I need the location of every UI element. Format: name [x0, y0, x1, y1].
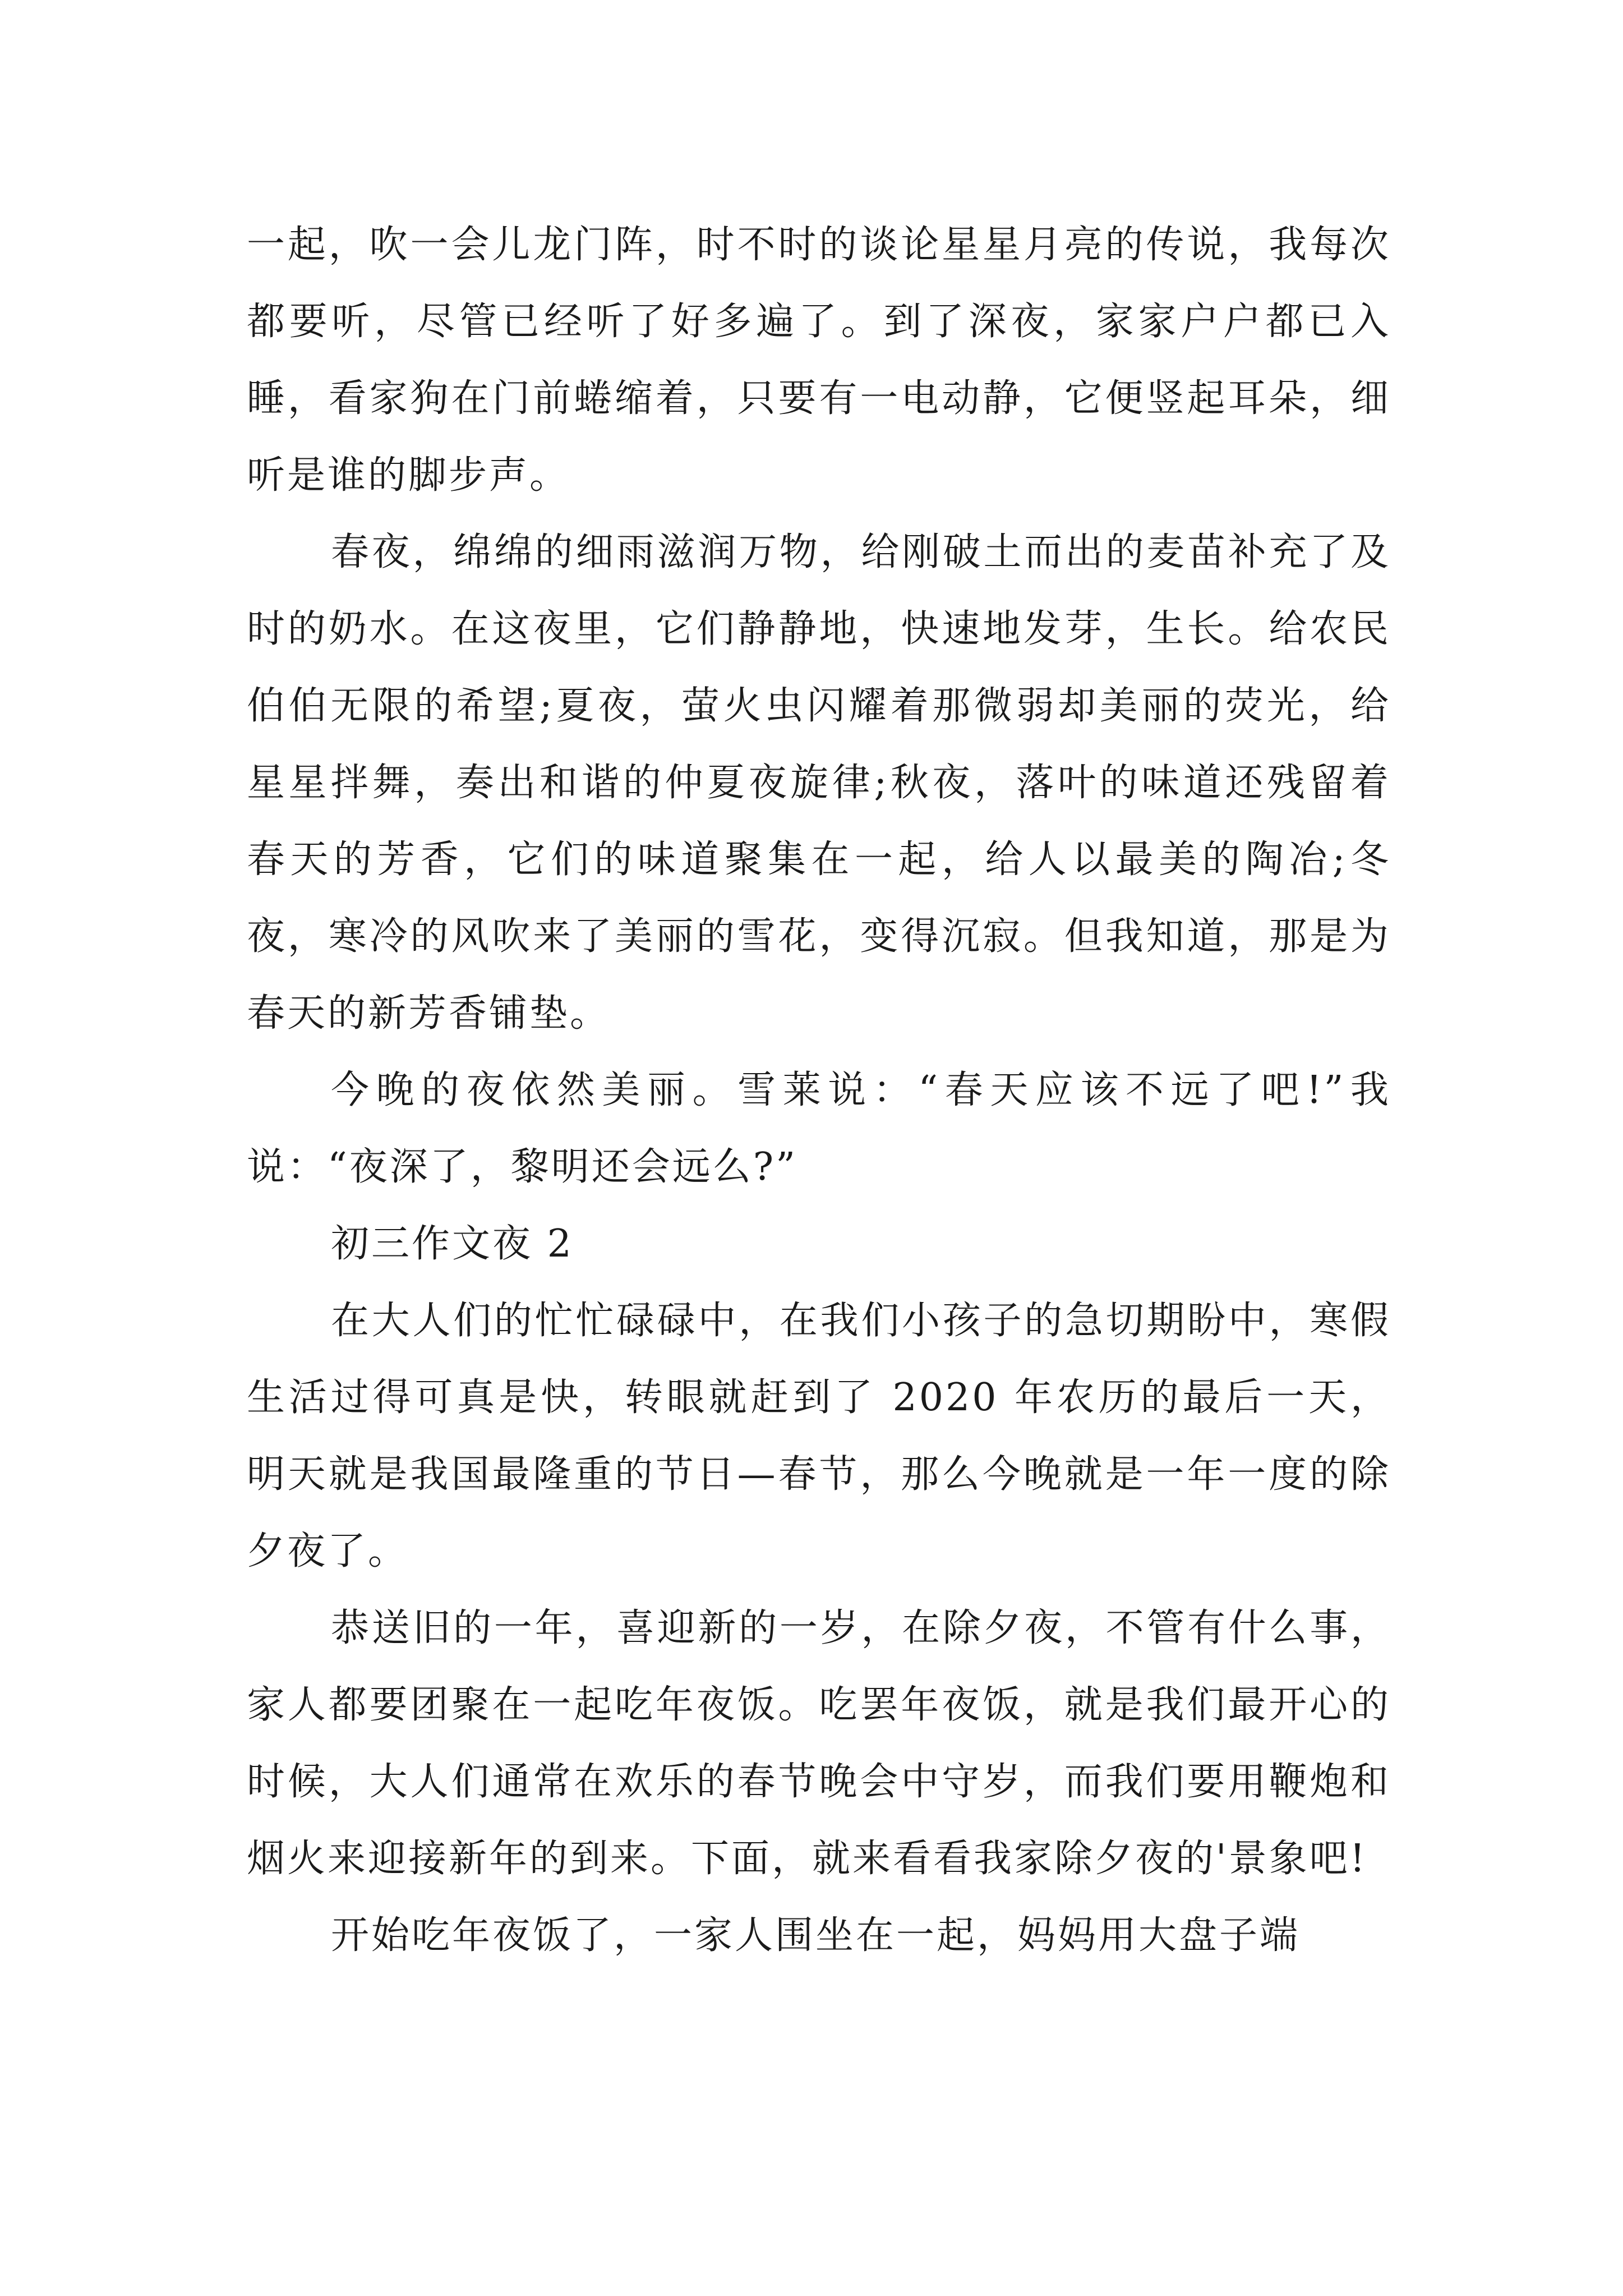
essay-body [247, 206, 1391, 1974]
section-heading: 初三作文夜 2 [331, 1222, 574, 1266]
paragraph-5: 恭送旧的一年，喜迎新的一岁，在除夕夜，不管有什么事，家人都要团聚在一起吃年夜饭。吃罢年夜饭，就是我们最开心的时候，大人们通常在欢乐的春节晚会中守岁，而我们要用鞭炮和烟火来迎接新年的到来。下面，就来看看我家除夕夜的'景象吧! [247, 1606, 1391, 1881]
paragraph-4: 在大人们的忙忙碌碌中，在我们小孩子的急切期盼中，寒假生活过得可真是快，转眼就赶到了 2020 年农历的最后一天，明天就是我国最隆重的节日—春节，那么今晚就是一年一度的除夕夜了。 [247, 1299, 1391, 1573]
paragraph-2: 春夜，绵绵的细雨滋润万物，给刚破土而出的麦苗补充了及时的奶水。在这夜里，它们静静地，快速地发芽，生长。给农民伯伯无限的希望;夏夜，萤火虫闪耀着那微弱却美丽的荧光，给星星拌舞，奏出和谐的仲夏夜旋律;秋夜，落叶的味道还残留着春天的芳香，它们的味道聚集在一起，给人以最美的陶冶;冬夜，寒冷的风吹来了美丽的雪花，变得沉寂。但我知道，那是为春天的新芳香铺垫。 [247, 530, 1391, 1036]
paragraph-3: 今晚的夜依然美丽。雪莱说：“春天应该不远了吧!”我说：“夜深了，黎明还会远么?” [247, 1068, 1391, 1189]
paragraph-6: 开始吃年夜饭了，一家人围坐在一起，妈妈用大盘子端 [331, 1913, 1301, 1958]
paragraph-1: 一起，吹一会儿龙门阵，时不时的谈论星星月亮的传说，我每次都要听，尽管已经听了好多遍了。到了深夜，家家户户都已入睡，看家狗在门前蜷缩着，只要有一电动静，它便竖起耳朵，细听是谁的脚步声。 [247, 223, 1391, 498]
